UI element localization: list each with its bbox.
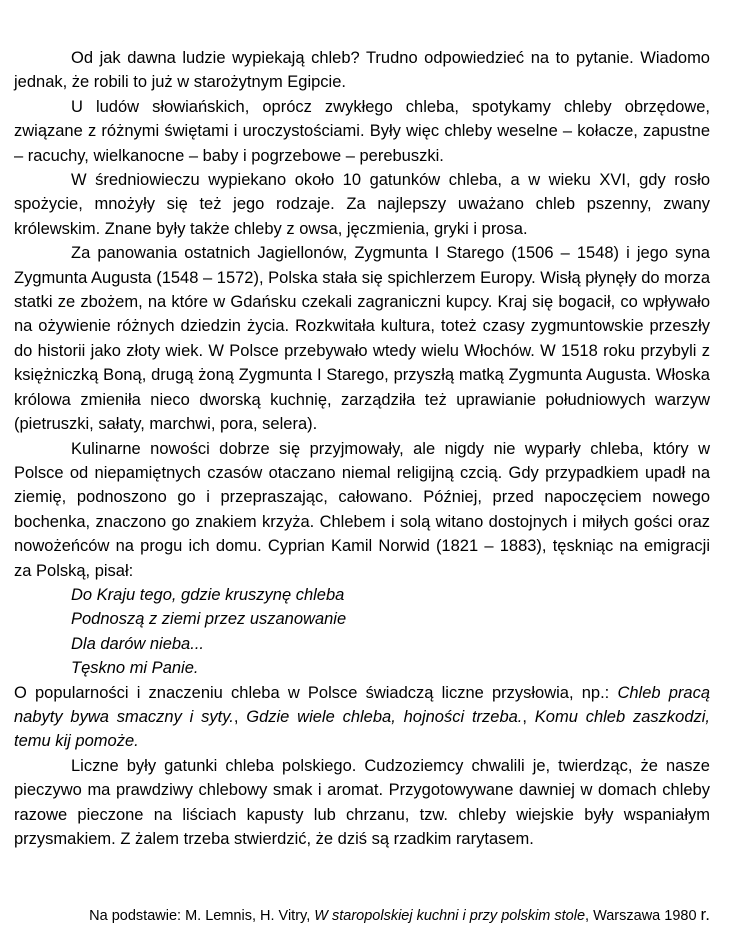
paragraph-2: U ludów słowiańskich, oprócz zwykłego chleba, spotykamy chleby obrzędowe, związane z różnymi świętami i uroczystościami. Były więc chleby weselne – kołacze, zapustne – racuchy, wielkanocne – baby i pogrzebowe – perebuszki.: [14, 97, 710, 165]
paragraph-5: Kulinarne nowości dobrze się przyjmowały, ale nigdy nie wyparły chleba, który w Polsce od niepamiętnych czasów otaczano niemal religijną czcią. Gdy przypadkiem upadł na ziemię, podnoszono go i przepraszając, całowano. Później, przed napoczęciem nowego bochenka, znaczono go znakiem krzyża. Chlebem i solą witano dostojnych i miłych gości oraz nowożeńców na progu ich domu. Cyprian Kamil Norwid (1821 – 1883), tęskniąc na emigracji za Polską, pisał:: [14, 439, 710, 580]
proverb-1: Chleb pracą nabyty bywa smaczny i syty.: [14, 683, 710, 726]
poem-line-1: Do Kraju tego, gdzie kruszynę chleba: [71, 585, 345, 604]
proverbs-paragraph: [14, 681, 710, 754]
proverb-3: Komu chleb zaszkodzi, temu kij pomoże.: [14, 707, 710, 751]
source-year-abbr: r.: [700, 905, 710, 924]
proverb-separator-1: ,: [233, 707, 247, 726]
proverb-2: Gdzie wiele chleba, hojności trzeba.: [246, 707, 523, 726]
closing-paragraph: Liczne były gatunki chleba polskiego. Cudzoziemcy chwalili je, twierdząc, że nasze pieczywo ma prawdziwy chlebowy smak i aromat. Przygotowywane dawniej w domach chleby razowe pieczone na liściach kapusty lub chrzanu, tzw. chleby wiejskie były wspaniałym przysmakiem. Z żalem trzeba stwierdzić, że dziś są rzadkim rarytasem.: [14, 756, 710, 848]
source-prefix: Na podstawie: M. Lemnis, H. Vitry,: [89, 908, 315, 924]
paragraph-3: W średniowieczu wypiekano około 10 gatunków chleba, a w wieku XVI, gdy rosło spożycie, mnożyły się też jego rodzaje. Za najlepszy uważano chleb pszenny, zwany królewskim. Znane były także chleby z owsa, jęczmienia, gryki i prosa.: [14, 171, 710, 238]
poem-line-3: Dla darów nieba...: [71, 634, 204, 653]
source-citation: [14, 905, 710, 926]
article-body: [14, 46, 710, 851]
poem-line-4: Tęskno mi Panie.: [71, 659, 199, 678]
source-book-title: W staropolskiej kuchni i przy polskim stole: [314, 908, 586, 924]
source-suffix: , Warszawa 1980: [585, 908, 701, 924]
poem-quote: [14, 583, 710, 681]
poem-line-2: Podnoszą z ziemi przez uszanowanie: [71, 610, 347, 629]
proverb-separator-2: ,: [522, 707, 535, 726]
paragraph-4: Za panowania ostatnich Jagiellonów, Zygmunta I Starego (1506 – 1548) i jego syna Zygmunta Augusta (1548 – 1572), Polska stała się spichlerzem Europy. Wisłą płynęły do morza statki ze zbożem, na które w Gdańsku czekali zagraniczni kupcy. Kraj się bogacił, co wpływało na ożywienie różnych dziedzin życia. Rozkwitała kultura, toteż czasy zygmuntowskie przeszły do historii jako złoty wiek. W Polsce przebywało wtedy wielu Włochów. W 1518 roku przybyli z księżniczką Boną, drugą żoną Zygmunta I Starego, przyszłą matką Zygmunta Augusta. Włoska królowa zmieniła nieco dworską kuchnię, zarządziła też uprawianie południowych warzyw (pietruszki, sałaty, marchwi, pora, selera).: [14, 244, 710, 434]
paragraph-1: Od jak dawna ludzie wypiekają chleb? Trudno odpowiedzieć na to pytanie. Wiadomo jednak, że robili to już w starożytnym Egipcie.: [14, 49, 710, 92]
proverbs-intro: O popularności i znaczeniu chleba w Polsce świadczą liczne przysłowia, np.:: [14, 683, 618, 702]
